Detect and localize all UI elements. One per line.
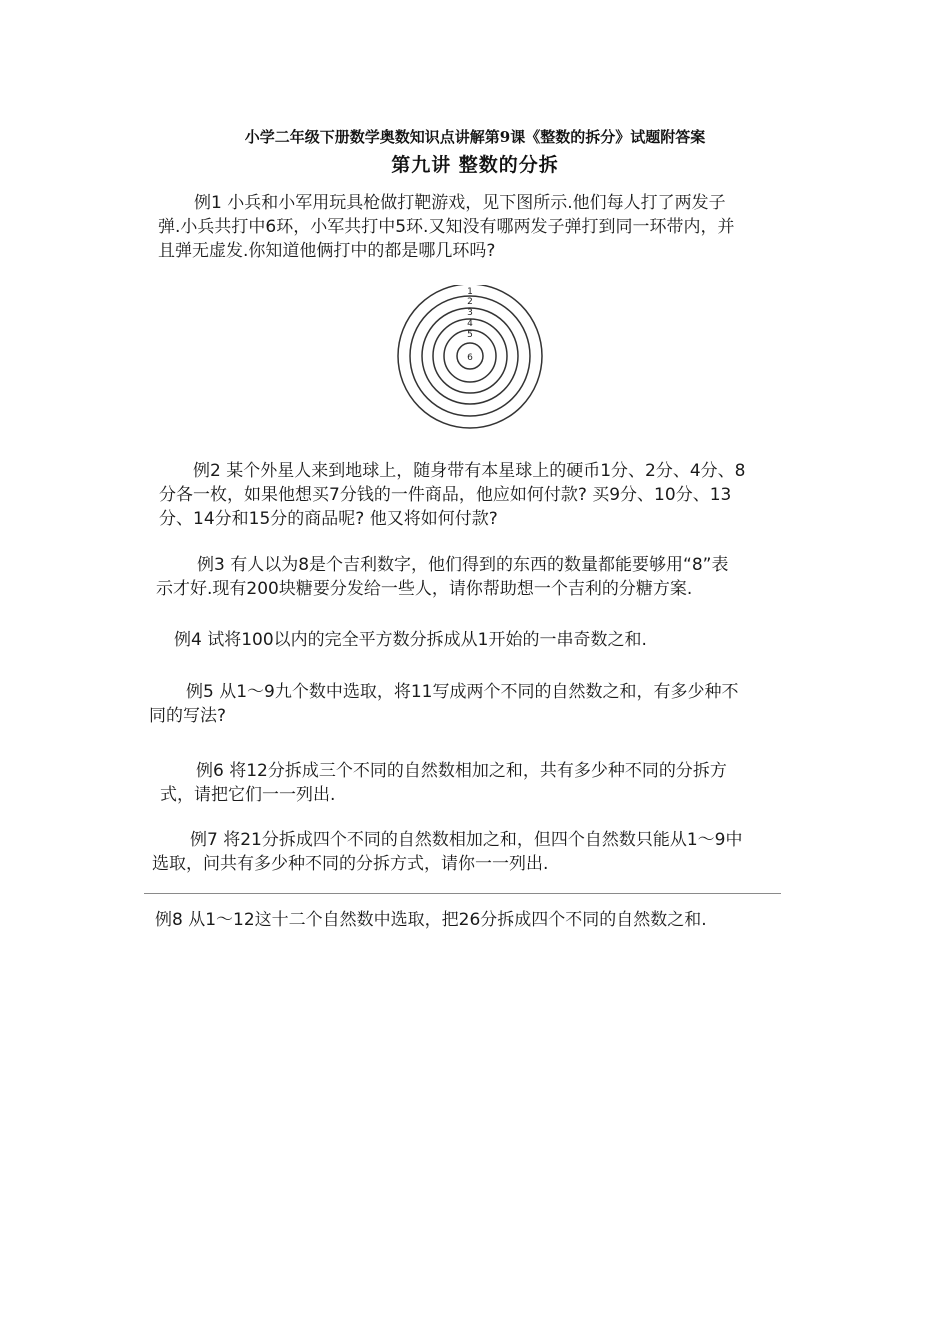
example-3-line-1: 例3 有人以为8是个吉利数字，他们得到的东西的数量都能要够用“8”表	[197, 555, 729, 575]
example-4-line-1: 例4 试将100以内的完全平方数分拆成从1开始的一串奇数之和.	[174, 630, 647, 650]
example-5-line-2: 同的写法?	[149, 706, 227, 726]
lecture-title: 第九讲 整数的分拆	[391, 154, 559, 176]
example-1	[158, 191, 734, 263]
example-8	[155, 908, 707, 932]
example-4	[174, 628, 647, 652]
example-7-line-2: 选取，问共有多少种不同的分拆方式，请你一一列出.	[152, 854, 549, 874]
example-5	[149, 680, 738, 728]
example-2-line-2: 分各一枚，如果他想买7分钱的一件商品，他应如何付款? 买9分、10分、13	[159, 485, 732, 505]
example-1-line-3: 且弹无虚发.你知道他俩打中的都是哪几环吗?	[158, 241, 496, 261]
example-7	[152, 828, 742, 876]
ring-label-5: 5	[467, 330, 473, 340]
ring-label-2: 2	[467, 297, 473, 307]
example-8-line-1: 例8 从1～12这十二个自然数中选取，把26分拆成四个不同的自然数之和.	[155, 910, 707, 930]
ring-label-6: 6	[467, 353, 473, 363]
example-3-line-2: 示才好.现有200块糖要分发给一些人，请你帮助想一个吉利的分糖方案.	[156, 579, 693, 599]
ring-label-1: 1	[467, 287, 473, 297]
example-2-line-3: 分、14分和15分的商品呢? 他又将如何付款?	[159, 509, 498, 529]
example-2	[159, 459, 745, 531]
example-2-line-1: 例2 某个外星人来到地球上，随身带有本星球上的硬币1分、2分、4分、8	[193, 461, 746, 481]
divider-line	[144, 893, 781, 894]
page-title: 小学二年级下册数学奥数知识点讲解第9课《整数的拆分》试题附答案	[244, 128, 706, 146]
example-3	[156, 553, 728, 601]
target-figure	[395, 285, 545, 435]
example-6-line-2: 式，请把它们一一列出.	[160, 785, 336, 805]
example-1-line-2: 弹.小兵共打中6环，小军共打中5环.又知没有哪两发子弹打到同一环带内，并	[158, 217, 735, 237]
example-6-line-1: 例6 将12分拆成三个不同的自然数相加之和，共有多少种不同的分拆方	[196, 761, 727, 781]
ring-label-3: 3	[467, 308, 473, 318]
example-7-line-1: 例7 将21分拆成四个不同的自然数相加之和，但四个自然数只能从1～9中	[190, 830, 743, 850]
example-1-line-1: 例1 小兵和小军用玩具枪做打靶游戏，见下图所示.他们每人打了两发子	[194, 193, 726, 213]
ring-label-4: 4	[467, 319, 473, 329]
example-6	[160, 759, 727, 807]
example-5-line-1: 例5 从1～9九个数中选取，将11写成两个不同的自然数之和，有多少种不	[186, 682, 739, 702]
